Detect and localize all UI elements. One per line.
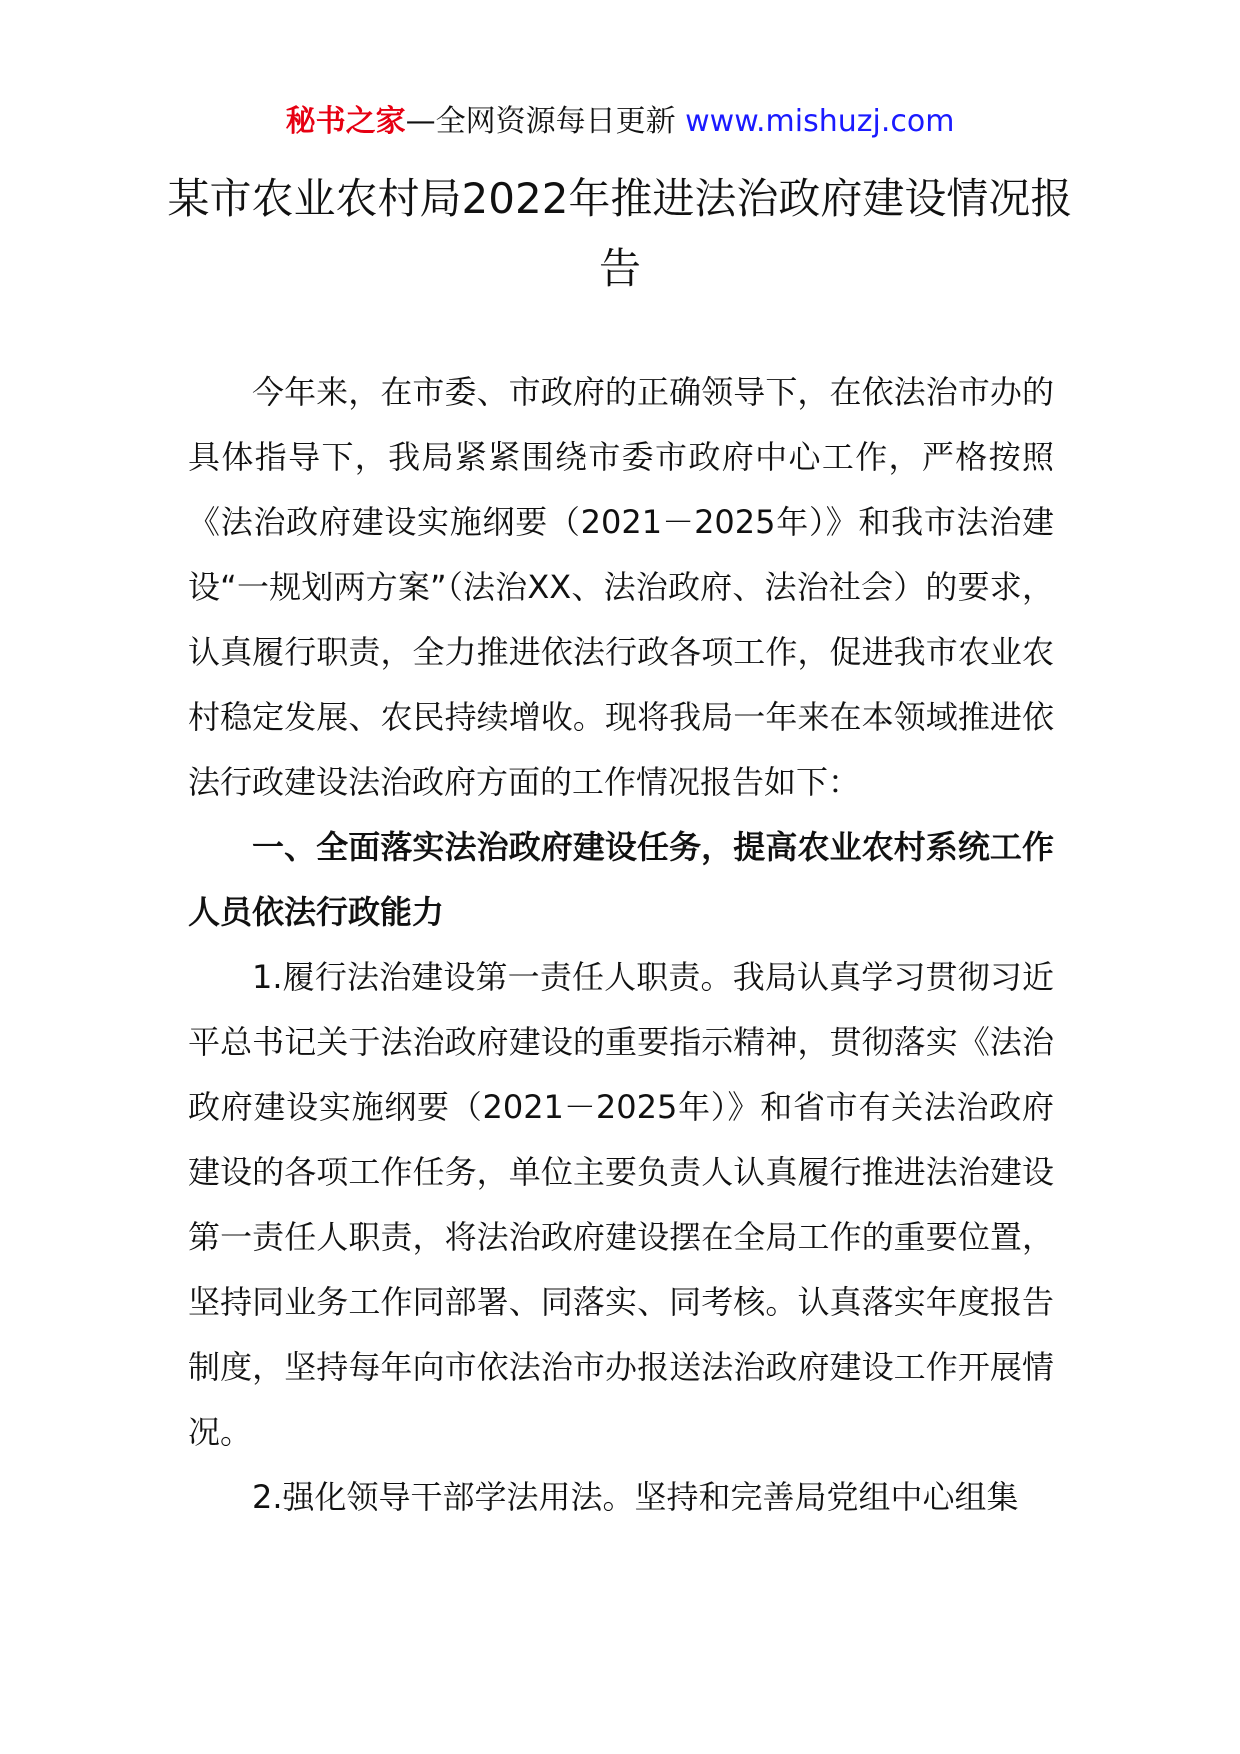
- item-paragraph-1: 1.履行法治建设第一责任人职责。我局认真学习贯彻习近平总书记关于法治政府建设的重要指示精神，贯彻落实《法治政府建设实施纲要（2021－2025年）》和省市有关法治政府建设的各项工作任务，单位主要负责人认真履行推进法治建设第一责任人职责，将法治政府建设摆在全局工作的重要位置，坚持同业务工作同部署、同落实、同考核。认真落实年度报告制度，坚持每年向市依法治市办报送法治政府建设工作开展情况。: [188, 958, 1054, 1451]
- document-title: 某市农业农村局2022年推进法治政府建设情况报告: [167, 174, 1073, 293]
- item-paragraph-2: 2.强化领导干部学法用法。坚持和完善局党组中心组集: [252, 1478, 1019, 1516]
- site-header: [0, 100, 1240, 144]
- header-slogan: —全网资源每日更新: [405, 104, 686, 139]
- site-url[interactable]: www.mishuzj.com: [685, 104, 955, 139]
- intro-paragraph: 今年来，在市委、市政府的正确领导下，在依法治市办的具体指导下，我局紧紧围绕市委市政府中心工作，严格按照《法治政府建设实施纲要（2021－2025年）》和我市法治建设“一规划两方案”（法治XX、法治政府、法治社会）的要求，认真履行职责，全力推进依法行政各项工作，促进我市农业农村稳定发展、农民持续增收。现将我局一年来在本领域推进依法行政建设法治政府方面的工作情况报告如下：: [188, 373, 1054, 801]
- brand-name: 秘书之家: [285, 104, 406, 139]
- section-heading-1: 一、全面落实法治政府建设任务，提高农业农村系统工作人员依法行政能力: [188, 828, 1054, 931]
- document-body: [188, 360, 1054, 1530]
